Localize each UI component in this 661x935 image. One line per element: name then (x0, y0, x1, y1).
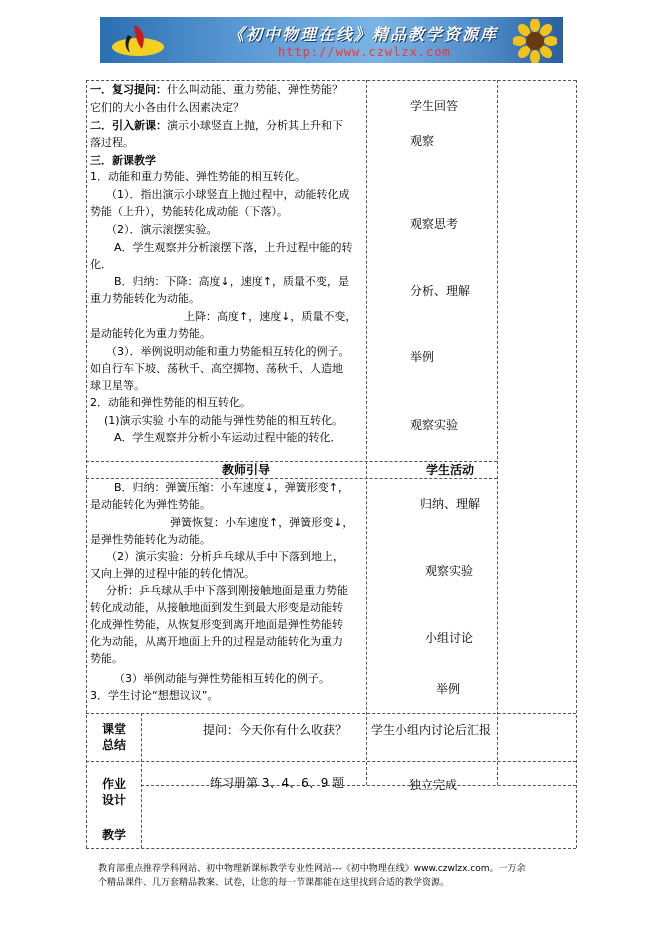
text-line: （2）演示实验：分析乒乓球从手中下落到地上， (106, 550, 344, 563)
text-line: （1）．指出演示小球竖直上抛过程中，动能转化成 (106, 188, 350, 201)
homework-content: 练习册第 3、4、6、9 题 (210, 776, 345, 790)
table-row-line (86, 478, 497, 479)
table-border-bottom (86, 848, 576, 849)
activity-label: 归纳、理解 (420, 497, 481, 511)
text-line: 势能。 (90, 652, 123, 665)
activity-label: 观察思考 (410, 217, 459, 231)
site-banner (100, 17, 563, 63)
homework-label: 作业 设计 (101, 777, 126, 807)
heading-new-lesson: 三．新课教学 (90, 154, 156, 167)
table-row-line (86, 761, 576, 762)
summary-activity: 学生小组内讨论后汇报 (371, 723, 492, 737)
header-student-activity: 学生活动 (426, 463, 475, 477)
table-divider-activity (497, 80, 498, 785)
table-divider-content (366, 80, 367, 785)
activity-label: 举例 (436, 682, 461, 696)
text-line: 化成弹性势能，从恢复形变到离开地面是弹性势能转 (90, 618, 343, 631)
text-line: 球卫星等。 (90, 379, 145, 392)
text-line: 化． (90, 258, 112, 271)
footer-line-2: 个精品课件、几万套精品教案、试卷，让您的每一节课都能在这里找到合适的教学资源。 (98, 878, 450, 888)
text-line: 化为动能，从离开地面上升的过程是动能转化为重力 (90, 635, 343, 648)
text-line: 势能（上升），势能转化成动能（下落）。 (90, 205, 288, 218)
activity-label: 小组讨论 (425, 631, 474, 645)
text-line: 转化成动能，从接触地面到发生到最大形变是动能转 (90, 601, 343, 614)
text-line: 如自行车下坡、荡秋千、高空掷物、荡秋千、人造地 (90, 362, 343, 375)
text-line: 弹簧恢复：小车速度↑，弹簧形变↓， (170, 516, 354, 529)
site-logo-icon (108, 21, 168, 59)
text-line: A．学生观察并分析小车运动过程中能的转化． (114, 431, 342, 444)
table-border-top (86, 80, 576, 81)
heading-review: 一．复习提问： (90, 83, 167, 96)
text-line: 重力势能转化为动能。 (90, 292, 200, 305)
text-line: (1)演示实验 小车的动能与弹性势能的相互转化。 (104, 414, 344, 427)
text-line: 二．引入新课：演示小球竖直上抛，分析其上升和下 (90, 119, 343, 132)
page-footer (98, 862, 526, 890)
footer-line-1: 教育部重点推荐学科网站、初中物理新课标教学专业性网站---《初中物理在线》www.czwlzx.com。一万余 (98, 864, 526, 874)
activity-label: 举例 (410, 350, 435, 364)
activity-label: 观察 (410, 134, 435, 148)
activity-label: 学生回答 (410, 99, 459, 113)
activity-label: 观察实验 (410, 418, 459, 432)
text-line: （2）．演示滚摆实验。 (106, 223, 218, 236)
summary-label: 课堂 总结 (101, 722, 126, 752)
banner-title: 《初中物理在线》精品教学资源库 (228, 25, 499, 44)
text-line: B．归纳：弹簧压缩：小车速度↓，弹簧形变↑， (114, 481, 349, 494)
text-line: 是弹性势能转化为动能。 (90, 533, 211, 546)
text-line: 是动能转化为弹性势能。 (90, 498, 211, 511)
sunflower-icon (513, 19, 557, 63)
text-line: B．归纳：下降：高度↓，速度↑，质量不变，是 (114, 275, 349, 288)
text-line: 3．学生讨论“想想议议”。 (90, 689, 219, 702)
text-line: （3）举例动能与弹性势能相互转化的例子。 (114, 672, 330, 685)
text-line: 又向上弹的过程中能的转化情况。 (90, 567, 255, 580)
text-line: 一．复习提问：什么叫动能、重力势能、弹性势能？ (90, 83, 343, 96)
activity-label: 分析、理解 (410, 284, 471, 298)
text-line: 它们的大小各由什么因素决定？ (90, 101, 244, 114)
table-row-line (141, 785, 576, 786)
table-row-line (86, 713, 576, 714)
text-line: 2．动能和弹性势能的相互转化。 (90, 396, 251, 409)
reflection-label: 教学 (101, 828, 126, 842)
table-border-right (576, 80, 577, 848)
activity-label: 观察实验 (425, 564, 474, 578)
table-divider-label (141, 713, 142, 848)
text-line: 是动能转化为重力势能。 (90, 327, 211, 340)
text-line: 1．动能和重力势能、弹性势能的相互转化。 (90, 170, 306, 183)
text-line: A．学生观察并分析滚摆下落，上升过程中能的转 (114, 241, 353, 254)
text-line: 上降：高度↑，速度↓，质量不变， (184, 310, 357, 323)
text-line: （3）．举例说明动能和重力势能相互转化的例子。 (106, 345, 350, 358)
homework-activity: 独立完成 (409, 778, 458, 792)
summary-content: 提问：今天你有什么收获？ (203, 723, 348, 737)
text-line: 分析：乒乓球从手中下落到刚接触地面是重力势能 (106, 584, 348, 597)
heading-intro: 二．引入新课： (90, 119, 167, 132)
text-line: 落过程。 (90, 136, 134, 149)
banner-url[interactable]: http://www.czwlzx.com (278, 45, 451, 59)
header-teacher-guide: 教师引导 (222, 463, 271, 477)
